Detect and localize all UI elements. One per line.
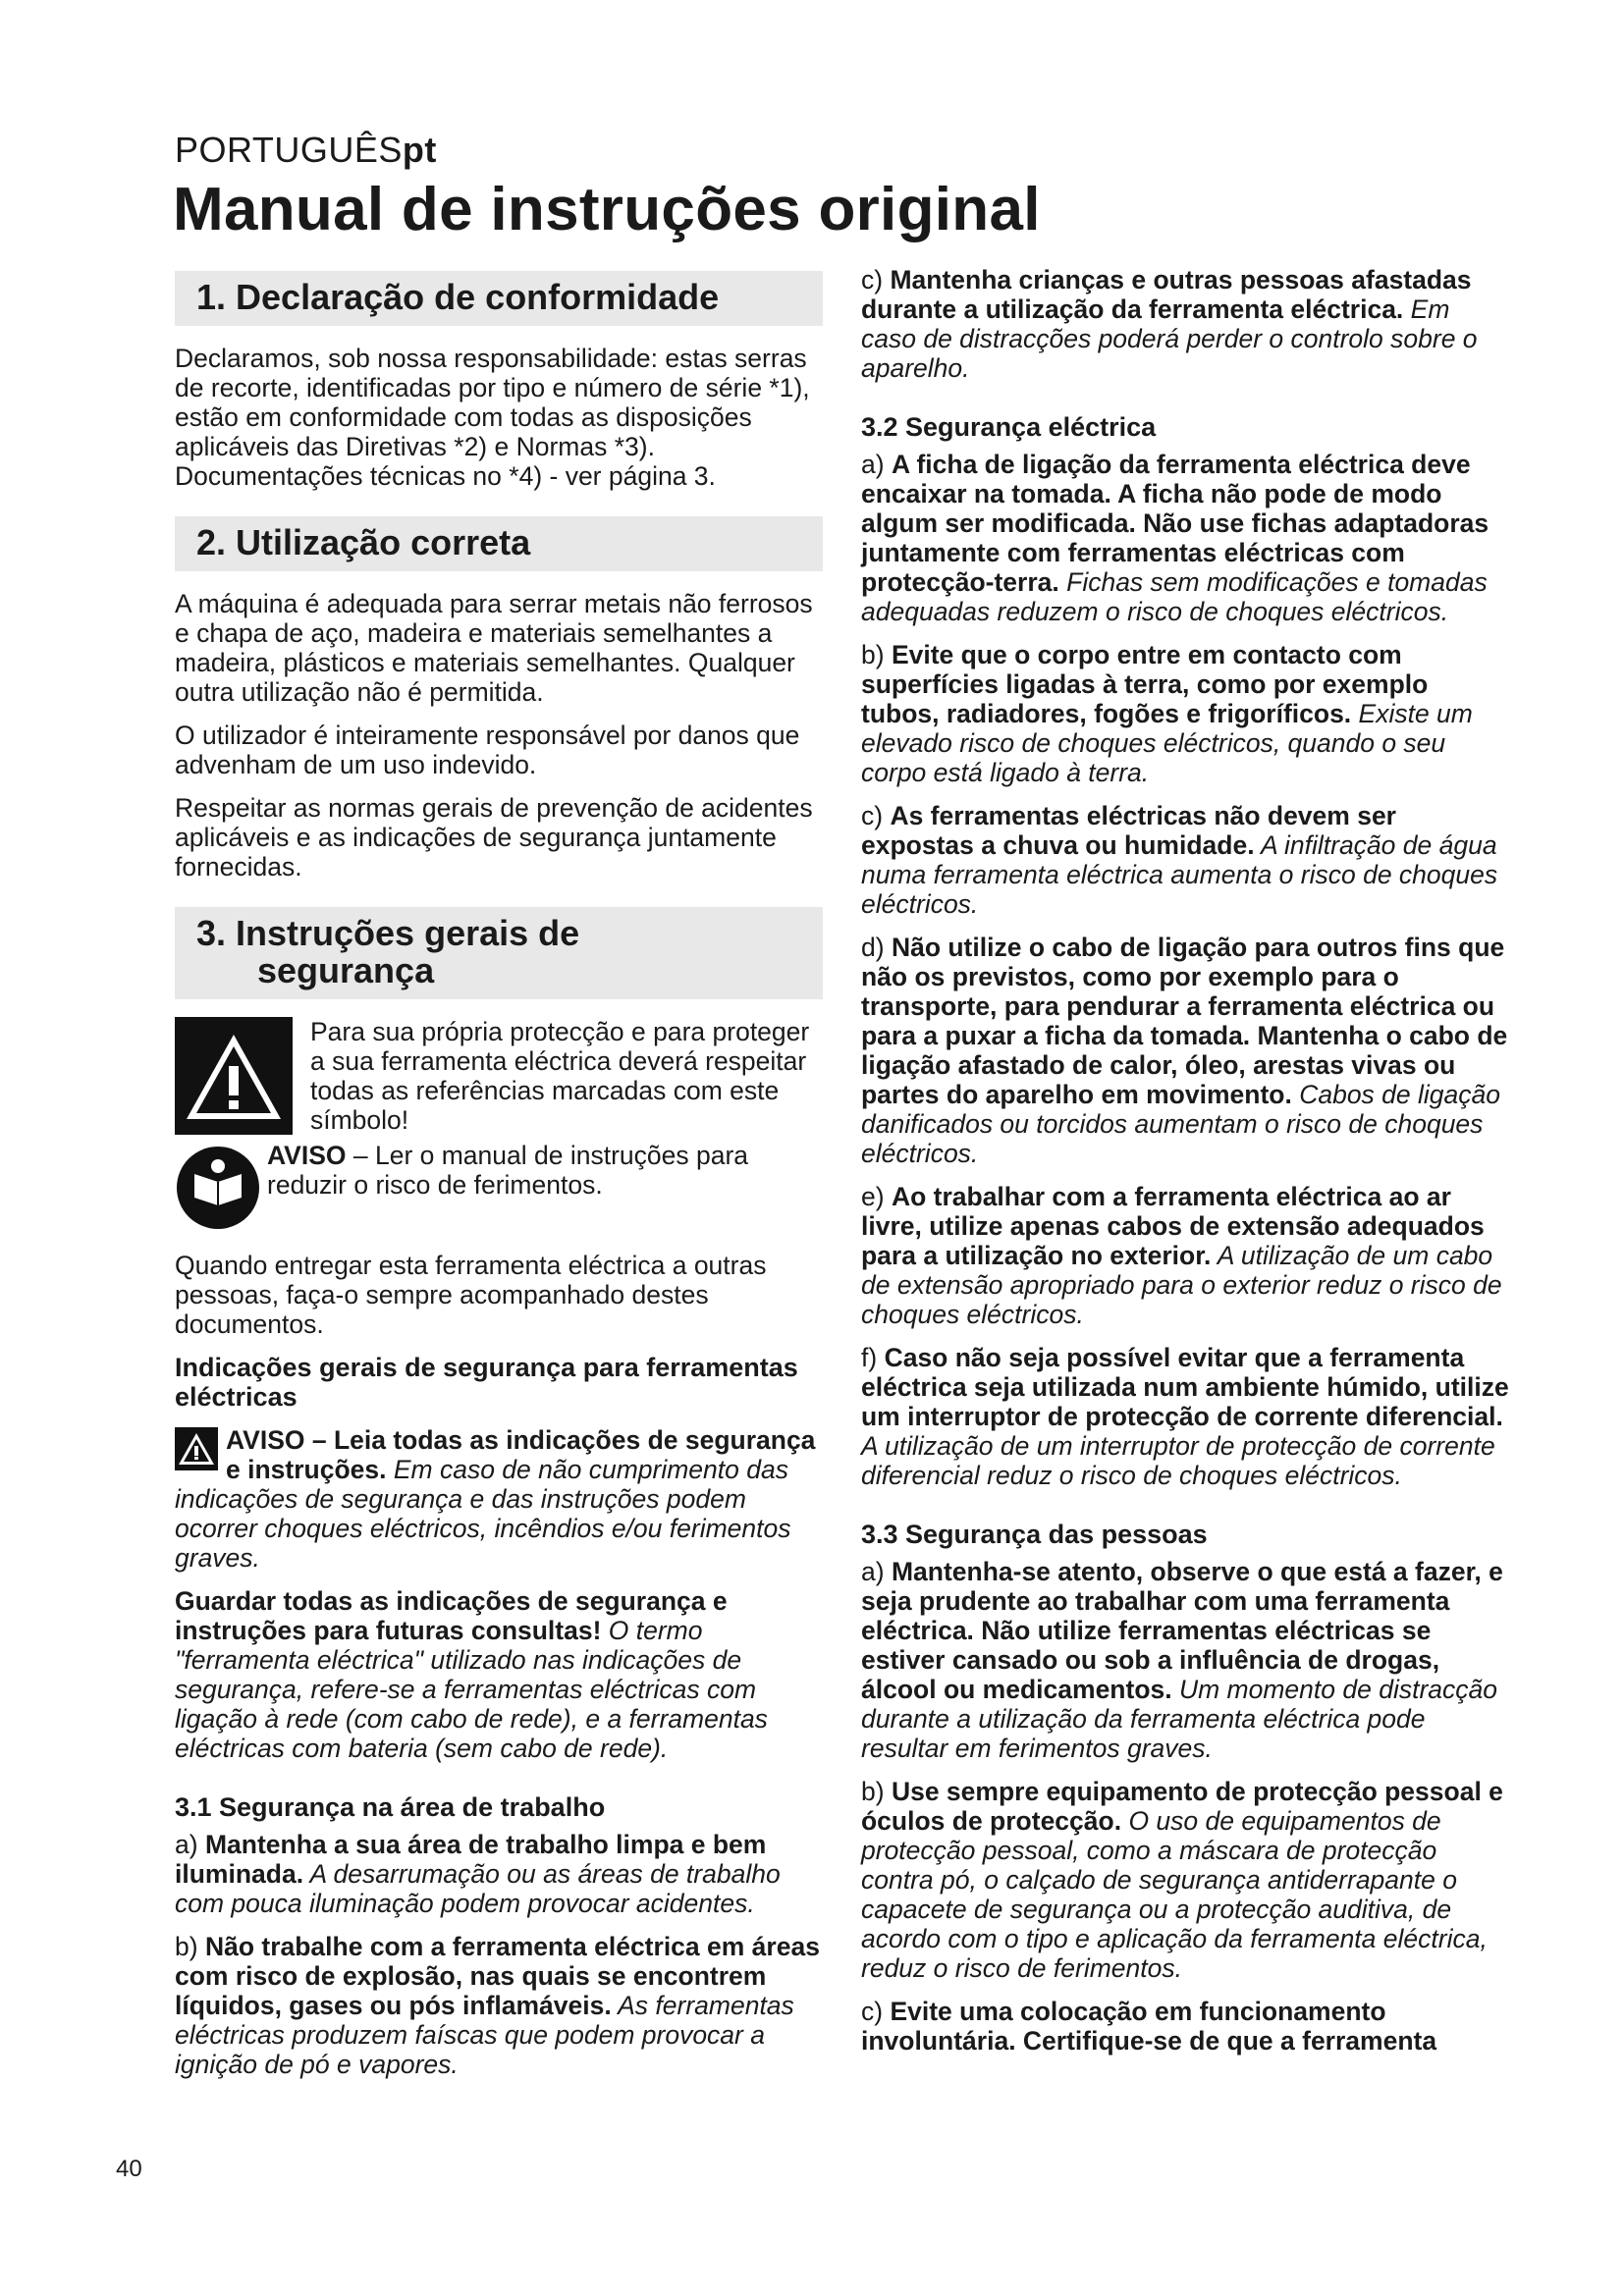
item-3-2-e: e) Ao trabalhar com a ferramenta eléctrica ao ar livre, utilize apenas cabos de extensão adequados para a utilização no exterior. A utilização de um cabo de extensão apropriado para o exterior reduz o risco de choques eléctricos. (861, 1182, 1502, 1329)
warning-symbol-text: Para sua própria protecção e para proteger a sua ferramenta eléctrica deverá respeitar todas as referências marcadas com este símbolo! (310, 1017, 810, 1135)
item-3-1-a: a) Mantenha a sua área de trabalho limpa e bem iluminada. A desarrumação ou as áreas de trabalho com pouca iluminação podem provocar acidentes. (175, 1830, 781, 1918)
item-3-3-a: a) Mantenha-se atento, observe o que está a fazer, e seja prudente ao trabalhar com uma ferramenta eléctrica. Não utilize ferramentas eléctricas se estiver cansado ou sob a influência de drogas, álcool ou medicamentos. Um momento de distracção durante a utilização da ferramenta eléctrica pode resultar em ferimentos graves. (861, 1557, 1503, 1763)
item-3-2-d: d) Não utilize o cabo de ligação para outros fins que não os previstos, como por exemplo para o transporte, para pendurar a ferramenta eléctrica ou para a puxar a ficha da tomada. Mantenha o cabo de ligação afastado de calor, óleo, arestas vivas ou partes do aparelho em movimento. Cabos de ligação danificados ou torcidos aumentam o risco de choques eléctricos. (861, 933, 1508, 1168)
subsection-3-1: 3.1 Segurança na área de trabalho (175, 1792, 606, 1822)
warning-symbol-block (175, 1017, 823, 1135)
subsection-3-2: 3.2 Segurança eléctrica (861, 412, 1157, 442)
section-2-heading: 2. Utilização correta (175, 516, 823, 571)
aviso-read-all: AVISO – Leia todas as indicações de segurança e instruções. Em caso de não cumprimento das indicações de segurança e das instruções podem ocorrer choques eléctricos, incêndios e/ou ferimentos graves. (175, 1425, 816, 1573)
language-label: PORTUGUÊSpt (175, 130, 437, 170)
general-safety-heading: Indicações gerais de segurança para ferramentas eléctricas (175, 1353, 798, 1412)
item-3-2-c: c) As ferramentas eléctricas não devem ser expostas a chuva ou humidade. A infiltração de água numa ferramenta eléctrica aumenta o risco de choques eléctricos. (861, 801, 1498, 919)
right-column (861, 265, 1509, 2069)
manual-notice-text: AVISO – Ler o manual de instruções para reduzir o risco de ferimentos. (267, 1141, 749, 1200)
item-3-3-b: b) Use sempre equipamento de protecção pessoal e óculos de protecção. O uso de equipamentos de protecção pessoal, como a máscara de protecção contra pó, o calçado de segurança antiderrapante o capacete de segurança ou a protecção auditiva, de acordo com o tipo e aplicação da ferramenta eléctrica, reduz o risco de ferimentos. (861, 1777, 1503, 1983)
item-3-3-c: c) Evite uma colocação em funcionamento involuntária. Certifique-se de que a ferramenta (861, 1997, 1437, 2056)
page-title: Manual de instruções original (173, 176, 1041, 243)
warning-triangle-icon (175, 1017, 293, 1135)
usage-paragraph-2: O utilizador é inteiramente responsável por danos que advenham de um uso indevido. (175, 721, 800, 779)
item-3-1-b: b) Não trabalhe com a ferramenta eléctrica em áreas com risco de explosão, nas quais se encontrem líquidos, gases ou pós inflamáveis. As ferramentas eléctricas produzem faíscas que podem provocar a ignição de pó e vapores. (175, 1932, 820, 2079)
small-warning-icon (175, 1427, 218, 1470)
subsection-3-3: 3.3 Segurança das pessoas (861, 1520, 1208, 1549)
left-column (175, 265, 823, 2093)
item-3-1-c: c) Mantenha crianças e outras pessoas afastadas durante a utilização da ferramenta eléctrica. Em caso de distracções poderá perder o controlo sobre o aparelho. (861, 265, 1478, 383)
usage-paragraph-3: Respeitar as normas gerais de prevenção de acidentes aplicáveis e as indicações de segurança juntamente fornecidas. (175, 793, 813, 881)
manual-notice-block (175, 1141, 823, 1231)
usage-paragraph-1: A máquina é adequada para serrar metais não ferrosos e chapa de aço, madeira e materiais semelhantes a madeira, plásticos e materiais semelhantes. Qualquer outra utilização não é permitida. (175, 589, 813, 707)
conformity-text: Declaramos, sob nossa responsabilidade: estas serras de recorte, identificadas por tipo e número de série *1), estão em conformidade com todas as disposições aplicáveis das Diretivas *2) e Normas *3). Documentações técnicas no *4) - ver página 3. (175, 344, 810, 491)
item-3-2-b: b) Evite que o corpo entre em contacto com superfícies ligadas à terra, como por exemplo tubos, radiadores, fogões e frigoríficos. Existe um elevado risco de choques eléctricos, quando o seu corpo está ligado à terra. (861, 640, 1473, 787)
item-3-2-f: f) Caso não seja possível evitar que a ferramenta eléctrica seja utilizada num ambiente húmido, utilize um interruptor de protecção de corrente diferencial. A utilização de um interruptor de protecção de corrente diferencial reduz o risco de choques eléctricos. (861, 1343, 1509, 1490)
read-manual-icon (175, 1145, 261, 1231)
section-1-heading: 1. Declaração de conformidade (175, 271, 823, 326)
keep-instructions: Guardar todas as indicações de segurança e instruções para futuras consultas! O termo "ferramenta eléctrica" utilizado nas indicações de segurança, refere-se a ferramentas eléctricas com ligação à rede (com cabo de rede), e a ferramentas eléctricas com bateria (sem cabo de rede). (175, 1586, 768, 1763)
section-3-heading: 3. Instruções gerais de segurança (175, 907, 823, 999)
item-3-2-a: a) A ficha de ligação da ferramenta eléctrica deve encaixar na tomada. A ficha não pode de modo algum ser modificada. Não use fichas adaptadoras juntamente com ferramentas eléctricas com protecção-terra. Fichas sem modificações e tomadas adequadas reduzem o risco de choques eléctricos. (861, 450, 1489, 626)
handover-text: Quando entregar esta ferramenta eléctrica a outras pessoas, faça-o sempre acompanhado destes documentos. (175, 1251, 767, 1339)
page-number: 40 (116, 2156, 142, 2182)
